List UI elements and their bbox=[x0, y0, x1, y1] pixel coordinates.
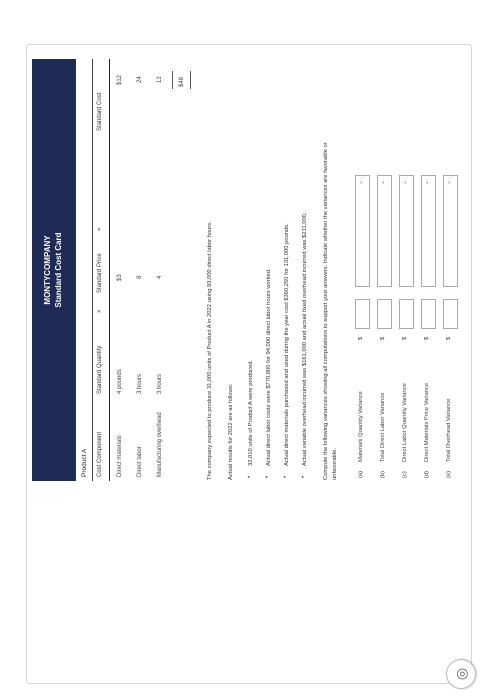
header-component: Cost Component bbox=[97, 431, 103, 477]
actual-title: Actual results for 2022 are as follows: bbox=[228, 383, 234, 480]
company-name: MONTYCOMPANY bbox=[43, 235, 52, 305]
row-price: $3 bbox=[117, 274, 123, 281]
bullet-item: 32,010 units of Product A were produced. bbox=[248, 359, 254, 466]
variance-letter: (a) bbox=[358, 470, 364, 478]
bullet-dot: • bbox=[247, 475, 253, 478]
chevron-down-icon: ⌄ bbox=[424, 180, 430, 186]
variance-row-d bbox=[419, 60, 437, 480]
dollar-sign: $ bbox=[380, 336, 386, 340]
header-price: Standard Price bbox=[97, 253, 103, 293]
bullet-item: Actual direct labor costs were $770,800 for 94,000 direct labor hours worked. bbox=[266, 268, 272, 466]
total-cost: $48 bbox=[179, 76, 185, 87]
variance-letter: (c) bbox=[402, 471, 408, 478]
header-equals: = bbox=[97, 227, 103, 231]
header-cost: Standard Cost bbox=[97, 92, 103, 131]
chevron-down-icon: ⌄ bbox=[402, 180, 408, 186]
row-component: Manufacturing overhead bbox=[157, 412, 163, 477]
dollar-sign: $ bbox=[402, 336, 408, 340]
variance-row-e bbox=[441, 60, 459, 480]
variance-label: Direct Labor Quantity Variance bbox=[402, 383, 408, 462]
row-price: 4 bbox=[157, 275, 163, 279]
row-cost: $12 bbox=[117, 74, 123, 85]
bullet-item: Actual variable overhead incurred was $161,000 and actual fixed overhead incurred was $211,000. bbox=[302, 212, 308, 466]
bullet-dot: • bbox=[265, 475, 271, 478]
variance-letter: (e) bbox=[446, 470, 452, 478]
variance-row-b bbox=[375, 60, 393, 480]
variance-amount-input[interactable] bbox=[443, 299, 458, 329]
cost-card-banner bbox=[32, 59, 76, 481]
row-price: 8 bbox=[137, 275, 143, 279]
variance-label: Direct Materials Price Variance bbox=[424, 382, 430, 462]
favorable-unfavorable-select[interactable] bbox=[355, 175, 370, 287]
intro-text: The company expected to produce 31,000 units of Product A in 2022 using 93,000 direct labor hours. bbox=[207, 221, 213, 480]
row-quantity: 3 hours bbox=[137, 373, 143, 394]
chevron-down-icon: ⌄ bbox=[446, 180, 452, 186]
row-cost: 12 bbox=[157, 76, 163, 83]
product-label: Product A bbox=[77, 59, 93, 481]
row-component: Direct labor bbox=[137, 446, 143, 477]
variance-amount-input[interactable] bbox=[421, 299, 436, 329]
variance-amount-input[interactable] bbox=[355, 299, 370, 329]
header-times: × bbox=[97, 309, 103, 313]
variance-label: Total Overhead Variance bbox=[446, 398, 452, 462]
card-subtitle: Standard Cost Card bbox=[54, 232, 63, 308]
variance-row-c bbox=[397, 60, 415, 480]
table-row bbox=[131, 59, 151, 481]
variance-amount-input[interactable] bbox=[399, 299, 414, 329]
dollar-sign: $ bbox=[424, 336, 430, 340]
bullet-item: Actual direct materials purchased and used during the year cost $360,250 for 131,000 pounds. bbox=[284, 223, 290, 466]
favorable-unfavorable-select[interactable] bbox=[421, 175, 436, 287]
help-icon[interactable]: ◎ bbox=[446, 659, 476, 689]
favorable-unfavorable-select[interactable] bbox=[443, 175, 458, 287]
favorable-unfavorable-select[interactable] bbox=[377, 175, 392, 287]
instructions-line1: Compute the following variances showing all computations to support your answers. Indicate whether the variances are favorable or bbox=[323, 142, 329, 480]
dollar-sign: $ bbox=[446, 336, 452, 340]
chevron-down-icon: ⌄ bbox=[358, 180, 364, 186]
variance-letter: (d) bbox=[424, 470, 430, 478]
instructions-line2: unfavorable. bbox=[332, 448, 338, 480]
variance-amount-input[interactable] bbox=[377, 299, 392, 329]
row-quantity: 4 pounds bbox=[117, 369, 123, 394]
dollar-sign: $ bbox=[358, 336, 364, 340]
table-total-row bbox=[173, 59, 193, 481]
row-quantity: 3 hours bbox=[157, 373, 163, 394]
variance-letter: (b) bbox=[380, 470, 386, 478]
chevron-down-icon: ⌄ bbox=[380, 180, 386, 186]
variance-row-a bbox=[353, 60, 371, 480]
bullet-dot: • bbox=[301, 475, 307, 478]
row-cost: 24 bbox=[137, 76, 143, 83]
variance-label: Total Direct Labor Variance bbox=[380, 392, 386, 462]
variance-label: Materials Quantity Variance bbox=[358, 391, 364, 462]
favorable-unfavorable-select[interactable] bbox=[399, 175, 414, 287]
row-component: Direct materials bbox=[117, 435, 123, 477]
table-row bbox=[111, 59, 131, 481]
table-row bbox=[151, 59, 171, 481]
bullet-dot: • bbox=[283, 475, 289, 478]
header-quantity: Standard Quantity bbox=[97, 345, 103, 394]
table-header bbox=[93, 59, 110, 481]
question-page bbox=[26, 44, 472, 684]
